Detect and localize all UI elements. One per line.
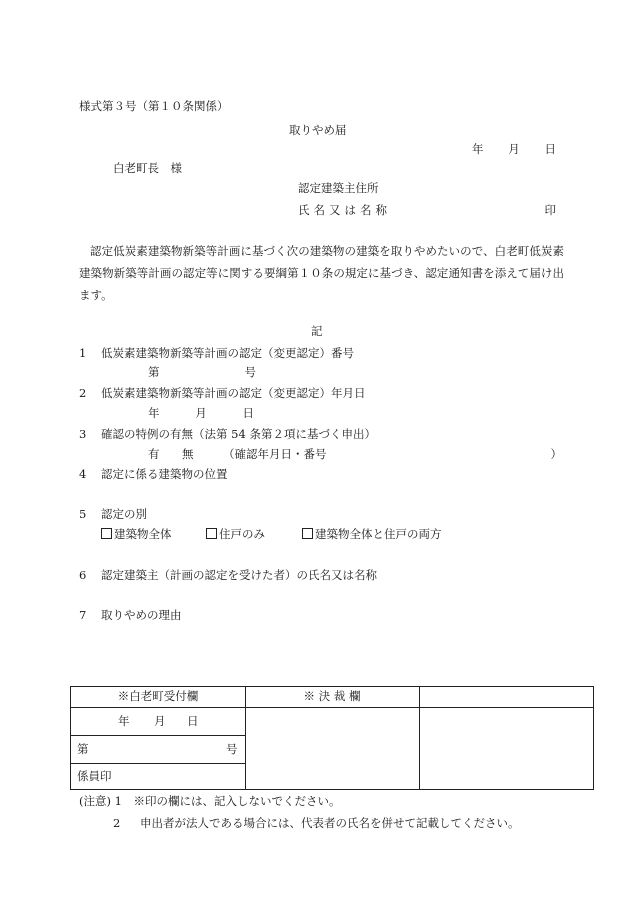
note-2-text: 申出者が法人である場合には、代表者の氏名を併せて記載してください。 <box>140 816 520 830</box>
day-label: 日 <box>242 406 254 420</box>
reception-dai-label: 第 <box>77 742 89 756</box>
decision-header: ※ 決 裁 欄 <box>303 689 361 703</box>
item-number: 3 <box>79 427 87 441</box>
option-whole-building[interactable] <box>101 528 172 542</box>
certification-date-field <box>148 407 254 421</box>
document-title: 取りやめ届 <box>289 123 347 137</box>
body-paragraph: 認定低炭素建築物新築等計画に基づく次の建築物の建築を取りやめたいので、白老町低炭素建築物新築等計画の認定等に関する要綱第１０条の規定に基づき、認定通知書を添えて届け出ます。 <box>79 244 564 302</box>
item-number: 6 <box>79 568 87 582</box>
dai-label: 第 <box>148 365 160 379</box>
addressee: 白老町長 様 <box>113 161 182 175</box>
option-label: 住戸のみ <box>219 527 265 541</box>
item-label: 認定に係る建築物の位置 <box>101 467 228 481</box>
ari-option: 有 <box>148 447 160 461</box>
applicant-name-label: 氏名又は名称 <box>298 203 391 217</box>
month-label: 月 <box>195 406 207 420</box>
item-number: 2 <box>79 386 87 400</box>
receipt-table <box>70 686 594 790</box>
year-label: 年 <box>148 406 160 420</box>
item-label: 確認の特例の有無（法第 54 条第２項に基づく申出） <box>101 427 376 441</box>
item-label: 低炭素建築物新築等計画の認定（変更認定）番号 <box>101 346 354 360</box>
certification-number-field <box>148 366 256 380</box>
closing-paren: ） <box>550 447 562 461</box>
table-divider <box>71 707 593 708</box>
date-year-label: 年 <box>472 142 484 156</box>
table-divider <box>71 735 245 736</box>
reception-year-label: 年 <box>118 714 130 728</box>
applicant-name-row <box>298 204 556 218</box>
applicant-address-label: 認定建築主住所 <box>298 181 379 195</box>
option-both[interactable] <box>302 528 442 542</box>
checkbox-icon[interactable] <box>101 528 112 539</box>
reception-header: ※白老町受付欄 <box>117 689 199 703</box>
date-month-label: 月 <box>508 142 520 156</box>
item-label: 低炭素建築物新築等計画の認定（変更認定）年月日 <box>101 386 366 400</box>
reception-day-label: 日 <box>187 714 199 728</box>
ki-heading: 記 <box>311 324 323 338</box>
option-dwelling-only[interactable] <box>206 528 265 542</box>
option-label: 建築物全体 <box>114 527 172 541</box>
note-1: (注意) 1 ※印の欄には、記入しないでください。 <box>79 794 341 808</box>
checkbox-icon[interactable] <box>206 528 217 539</box>
nashi-option: 無 <box>182 447 194 461</box>
staff-seal-label: 係員印 <box>77 769 112 783</box>
submission-date <box>472 143 556 157</box>
checkbox-icon[interactable] <box>302 528 313 539</box>
table-divider <box>419 687 420 789</box>
item-label: 認定の別 <box>101 507 147 521</box>
item-number: 5 <box>79 507 87 521</box>
confirmation-date-number-label: （確認年月日・番号 <box>223 447 327 461</box>
form-number: 様式第３号（第１０条関係） <box>79 99 229 113</box>
date-day-label: 日 <box>544 142 556 156</box>
item-number: 1 <box>79 346 87 360</box>
item-label: 取りやめの理由 <box>101 608 182 622</box>
seal-mark: 印 <box>544 203 556 217</box>
reception-go-label: 号 <box>226 742 238 756</box>
table-divider <box>71 763 245 764</box>
item-label: 認定建築主（計画の認定を受けた者）の氏名又は名称 <box>101 568 377 582</box>
go-label: 号 <box>244 365 256 379</box>
reception-month-label: 月 <box>154 714 166 728</box>
option-label: 建築物全体と住戸の両方 <box>315 527 442 541</box>
item-number: 7 <box>79 608 87 622</box>
note-2-number: 2 <box>113 816 121 830</box>
item-number: 4 <box>79 467 87 481</box>
